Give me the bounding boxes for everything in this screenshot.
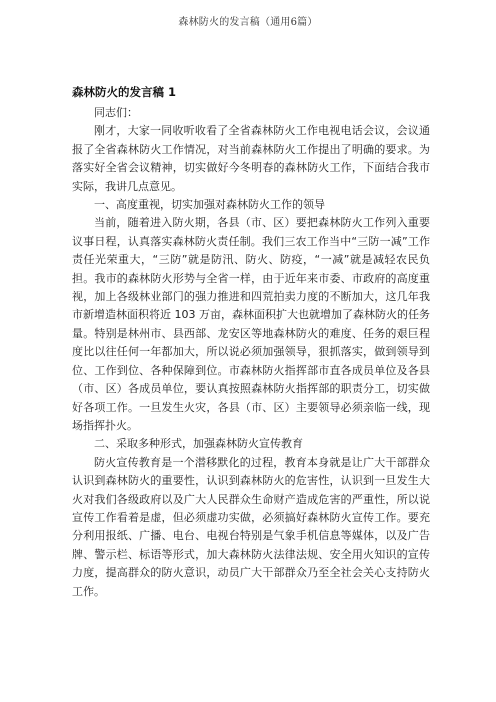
document-body	[72, 84, 430, 601]
subheading-one: 一、高度重视，切实加强对森林防火工作的领导	[94, 198, 325, 212]
paragraph-greeting: 同志们：	[94, 106, 138, 119]
document-header-title: 森林防火的发言稿（通用6篇）	[178, 17, 318, 28]
paragraph-publicity: 防火宣传教育是一个潜移默化的过程，教育本身就是让广大干部群众认识到森林防火的重要性，认识到森林防火的危害性，认识到一旦发生大火对我们各级政府以及广大人民群众生命财产造成危害的严重性，所以说宣传工作看着是虚，但必须虚功实做，必须搞好森林防火宣传工作。要充分利用报纸、广播、电台、电视台特别是气象手机信息等媒体，以及广告牌、警示栏、标语等形式，加大森林防火法律法规、安全用火知识的宣传力度，提高群众的防火意识，动员广大干部群众乃至全社会关心支持防火工作。	[72, 455, 430, 598]
subheading-two: 二、采取多种形式，加强森林防火宣传教育	[94, 437, 303, 451]
paragraph-intro: 刚才，大家一同收听收看了全省森林防火工作电视电话会议，会议通报了全省森林防火工作情况，对当前森林防火工作提出了明确的要求。为落实好全省会议精神，切实做好今冬明春的森林防火工作，下面结合我市实际，我讲几点意见。	[72, 124, 430, 193]
section-title: 森林防火的发言稿 1	[72, 85, 177, 99]
paragraph-leadership: 当前，随着进入防火期，各县（市、区）要把森林防火工作列入重要议事日程，认真落实森林防火责任制。我们三农工作当中“三防一减”工作责任光荣重大，“三防”就是防汛、防火、防疫，“一减”就是减轻农民负担。我市的森林防火形势与全省一样，由于近年来市委、市政府的高度重视，加上各级林业部门的强力推进和四荒拍卖力度的不断加大，这几年我市新增造林面积将近 103 万亩，森林面积扩大也就增加了森林防火的任务量。特别是林州市、县西部、龙安区等地森林防火的难度、任务的艰巨程度比以往任何一年都加大，所以说必须加强领导，狠抓落实，做到领导到位、工作到位、各种保障到位。市森林防火指挥部市直各成员单位及各县（市、区）各成员单位，要认真按照森林防火指挥部的职责分工，切实做好各项工作。一旦发生火灾，各县（市、区）主要领导必须亲临一线，现场指挥扑火。	[72, 216, 430, 432]
